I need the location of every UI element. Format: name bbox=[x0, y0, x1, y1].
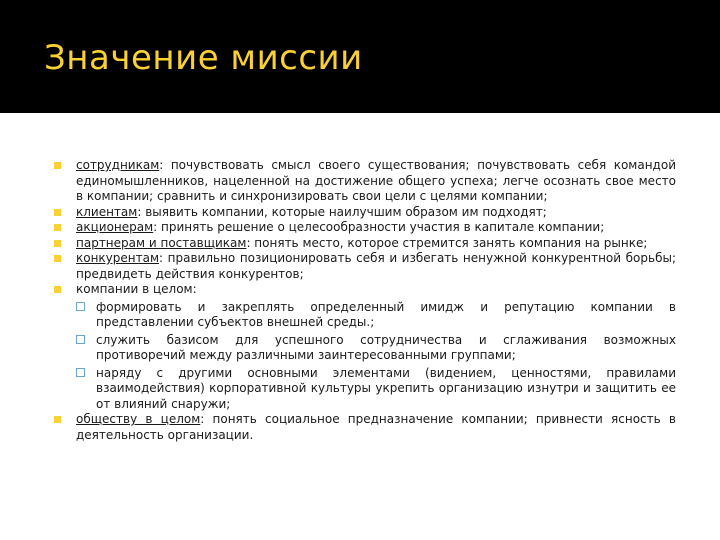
checkbox-bullet-icon bbox=[76, 335, 85, 344]
square-bullet-icon bbox=[54, 286, 61, 293]
square-bullet-icon bbox=[54, 162, 61, 169]
item-text: : понять место, которое стремится занять компания на рынке; bbox=[246, 235, 648, 250]
item-text: компании в целом: bbox=[76, 282, 197, 296]
sub-list-item bbox=[54, 333, 676, 364]
list-item bbox=[54, 282, 676, 298]
item-key: конкурентам bbox=[76, 251, 160, 265]
item-text: : выявить компании, которые наилучшим образом им подходят; bbox=[137, 204, 547, 219]
bullet-list bbox=[54, 158, 676, 443]
sub-list-item bbox=[54, 300, 676, 331]
sub-item-text: формировать и закреплять определенный имидж и репутацию компании в представлении субъектов внешней среды.; bbox=[96, 299, 676, 329]
slide-title: Значение миссии bbox=[44, 38, 363, 78]
title-bar bbox=[0, 0, 720, 113]
item-key: партнерам и поставщикам bbox=[76, 235, 247, 250]
item-text: : правильно позиционировать себя и избегать ненужной конкурентной борьбы; предвидеть действия конкурентов; bbox=[76, 251, 676, 281]
item-key: обществу в целом bbox=[76, 412, 201, 426]
sub-item-text: наряду с другими основными элементами (видением, ценностями, правилами взаимодействия) корпоративной культуры укрепить организацию изнутри и защитить ее от влияний снаружи; bbox=[96, 365, 676, 411]
item-key: клиентам bbox=[76, 204, 138, 219]
list-item bbox=[54, 205, 676, 221]
square-bullet-icon bbox=[54, 209, 61, 216]
list-item bbox=[54, 251, 676, 282]
list-item bbox=[54, 236, 676, 252]
item-key: акционерам bbox=[76, 220, 154, 234]
item-text: : почувствовать смысл своего существования; почувствовать себя командой единомышленников, нацеленной на достижение общего успеха; легче осознать свое место в компании; сравнить и синхронизировать свои цели с целями компании; bbox=[76, 158, 676, 203]
list-item bbox=[54, 158, 676, 205]
square-bullet-icon bbox=[54, 240, 61, 247]
item-text: : принять решение о целесообразности участия в капитале компании; bbox=[153, 220, 605, 234]
checkbox-bullet-icon bbox=[76, 368, 85, 377]
sub-list-item bbox=[54, 366, 676, 413]
sub-item-text: служить базисом для успешного сотрудничества и сглаживания возможных противоречий между различными заинтересованными группами; bbox=[96, 332, 676, 362]
square-bullet-icon bbox=[54, 255, 61, 262]
square-bullet-icon bbox=[54, 416, 61, 423]
list-item bbox=[54, 412, 676, 443]
item-text: : понять социальное предназначение компании; привнести ясность в деятельность организации. bbox=[76, 412, 676, 442]
checkbox-bullet-icon bbox=[76, 302, 85, 311]
square-bullet-icon bbox=[54, 224, 61, 231]
item-key: сотрудникам bbox=[76, 158, 160, 172]
list-item bbox=[54, 220, 676, 236]
